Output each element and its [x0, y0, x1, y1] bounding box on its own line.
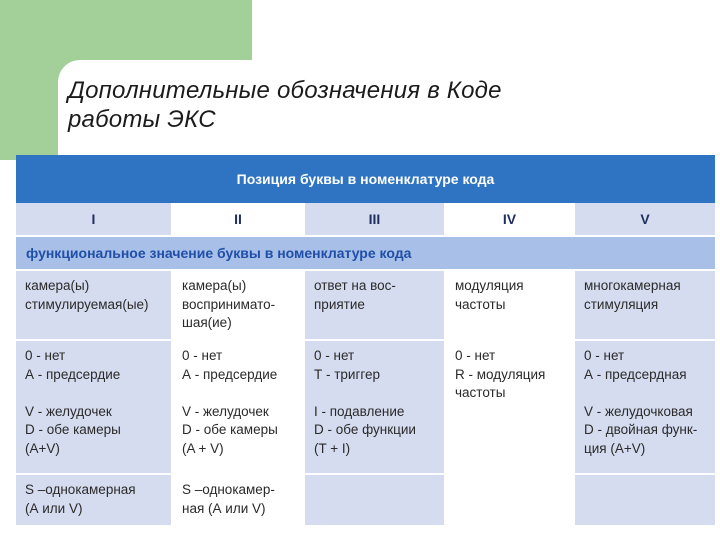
- table-row: [16, 340, 715, 474]
- table-row: [16, 270, 715, 340]
- table-cell: S –однокамерная (А или V): [16, 474, 172, 525]
- slide-title-line-1: Дополнительные обозначения в Коде: [68, 77, 502, 104]
- table-cell: S –однокамер- ная (А или V): [172, 474, 304, 525]
- table-cell: 0 - нет Т - триггер I - подавление D - обе функции (T + I): [304, 340, 445, 474]
- table-cell: 0 - нет А - предсердие V - желудочек D - обе камеры (A + V): [172, 340, 304, 474]
- table-cell: [304, 474, 445, 525]
- function-label-row: [16, 236, 715, 270]
- position-ii: II: [172, 203, 304, 236]
- function-label: функциональное значение буквы в номенклатуре кода: [16, 236, 715, 270]
- position-i: I: [16, 203, 172, 236]
- slide-title: [68, 76, 668, 134]
- table-cell: 0 - нет А - предсердие V - желудочек D - обе камеры (A+V): [16, 340, 172, 474]
- table-row: [16, 474, 715, 525]
- position-iv: IV: [445, 203, 574, 236]
- table-header-title: Позиция буквы в номенклатуре кода: [16, 155, 715, 203]
- table-cell: многокамерная стимуляция: [574, 270, 715, 340]
- table-cell: камера(ы) стимулируемая(ые): [16, 270, 172, 340]
- position-iii: III: [304, 203, 445, 236]
- table-cell: ответ на вос- приятие: [304, 270, 445, 340]
- table-cell: [574, 474, 715, 525]
- position-row: [16, 203, 715, 236]
- table-cell: модуляция частоты: [445, 270, 574, 340]
- table-cell: [445, 474, 574, 525]
- code-table-grid: [16, 155, 715, 525]
- position-v: V: [574, 203, 715, 236]
- table-cell: 0 - нет R - модуляция частоты: [445, 340, 574, 474]
- slide-title-line-2: работы ЭКС: [68, 106, 216, 133]
- code-table: [16, 155, 715, 521]
- table-cell: 0 - нет А - предсердная V - желудочковая D - двойная функ- ция (A+V): [574, 340, 715, 474]
- table-cell: камера(ы) воспринимато- шая(ие): [172, 270, 304, 340]
- table-header-row: [16, 155, 715, 203]
